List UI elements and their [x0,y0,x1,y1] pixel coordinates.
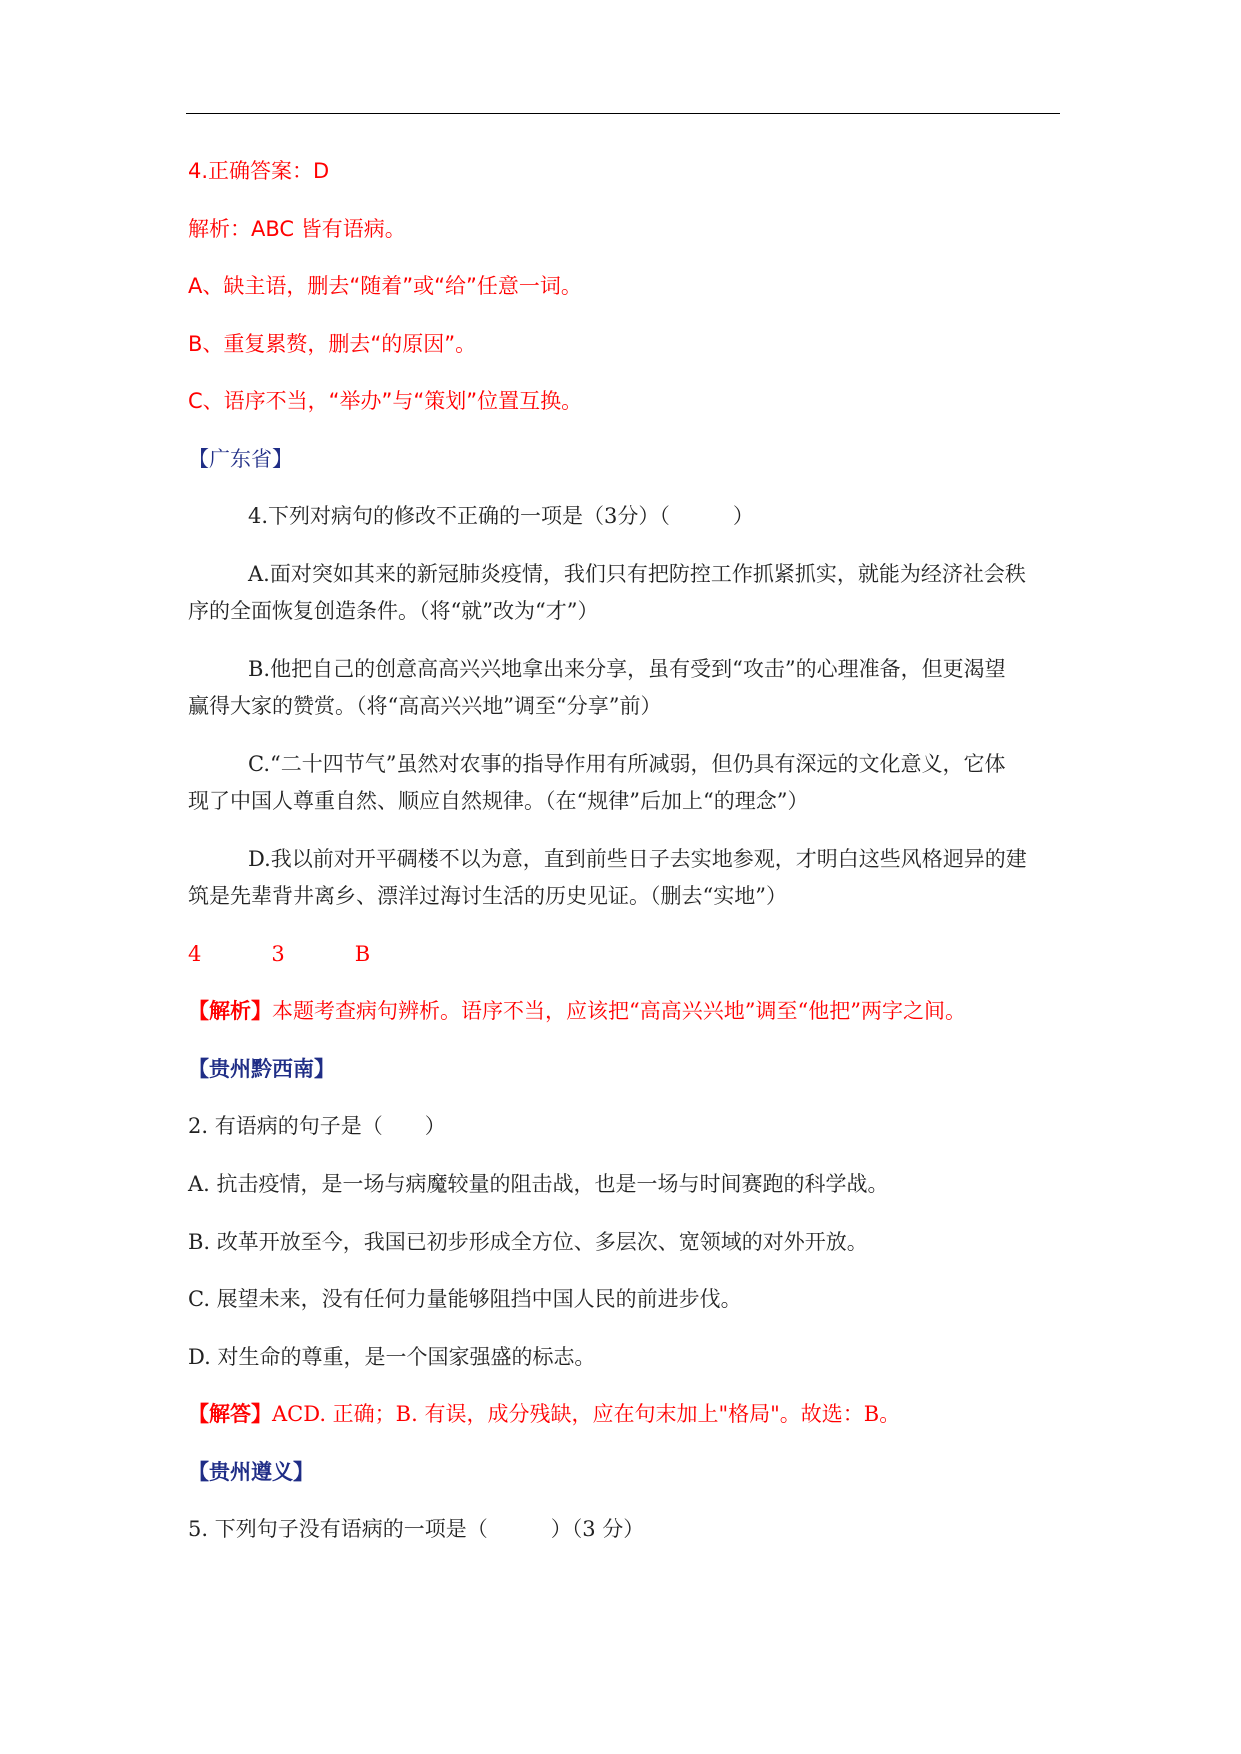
analysis-tag: 【解析】 [188,998,272,1023]
option-d-line1: D.我以前对开平碉楼不以为意，直到前些日子去实地参观，才明白这些风格迥异的建 [248,847,1027,871]
qx-answer-tag: 【解答】 [188,1401,272,1426]
analysis-text: 本题考查病句辨析。语序不当，应该把“高高兴兴地”调至“他把”两字之间。 [272,999,966,1023]
question-4: 4.下列对病句的修改不正确的一项是（3分）（ ） [248,504,754,528]
option-b-line1: B.他把自己的创意高高兴兴地拿出来分享，虽有受到“攻击”的心理准备，但更渴望 [248,657,1006,681]
answer-row [188,940,370,968]
section-tag-guangdong: 【广东省】 [188,447,293,471]
section-tag-zunyi: 【贵州遵义】 [188,1459,314,1484]
option-b-line2: 赢得大家的赞赏。（将“高高兴兴地”调至“分享”前） [188,694,662,718]
analysis-line: 解析：ABC 皆有语病。 [188,217,406,241]
correct-answer-line: 4.正确答案：D [188,159,330,183]
question-5: 5. 下列句子没有语病的一项是（ ）（3 分） [188,1517,645,1541]
analysis-row [188,997,966,1025]
option-a-line2: 序的全面恢复创造条件。（将“就”改为“才”） [188,599,599,623]
analysis-item-b: B、重复累赘，删去“的原因”。 [188,332,477,356]
qx-option-b: B. 改革开放至今，我国已初步形成全方位、多层次、宽领域的对外开放。 [188,1230,868,1254]
answer-number: 4 [188,942,202,966]
analysis-item-a: A、缺主语，删去“随着”或“给”任意一词。 [188,274,582,298]
option-c-line1: C.“二十四节气”虽然对农事的指导作用有所减弱，但仍具有深远的文化意义，它体 [248,752,1006,776]
qx-option-c: C. 展望未来，没有任何力量能够阻挡中国人民的前进步伐。 [188,1287,742,1311]
header-rule [186,113,1060,114]
option-a-line1: A.面对突如其来的新冠肺炎疫情，我们只有把防控工作抓紧抓实，就能为经济社会秩 [248,562,1026,586]
qx-answer-text: ACD. 正确；B. 有误，成分残缺，应在句末加上"格局"。故选：B。 [272,1402,901,1426]
question-2: 2. 有语病的句子是（ ） [188,1114,446,1138]
qx-answer-row [188,1400,900,1428]
analysis-item-c: C、语序不当，“举办”与“策划”位置互换。 [188,389,583,413]
section-tag-qianxinan: 【贵州黔西南】 [188,1056,335,1081]
qx-option-d: D. 对生命的尊重，是一个国家强盛的标志。 [188,1345,596,1369]
qx-option-a: A. 抗击疫情，是一场与病魔较量的阻击战，也是一场与时间赛跑的科学战。 [188,1172,889,1196]
option-d-line2: 筑是先辈背井离乡、漂洋过海讨生活的历史见证。（删去“实地”） [188,884,787,908]
answer-letter: B [354,942,371,966]
answer-score: 3 [271,942,285,966]
option-c-line2: 现了中国人尊重自然、顺应自然规律。（在“规律”后加上“的理念”） [188,789,809,813]
